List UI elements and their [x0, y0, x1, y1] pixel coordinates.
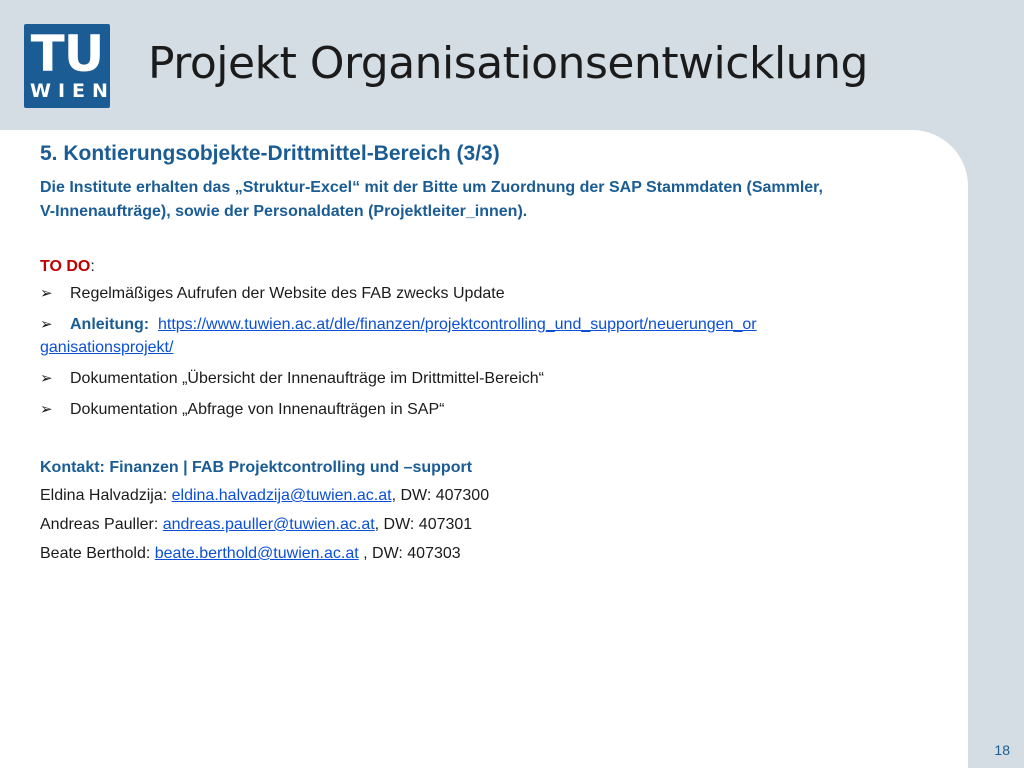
todo-label: TO DO [40, 258, 91, 275]
contact-line [40, 487, 940, 505]
anleitung-link-part-1[interactable]: https://www.tuwien.ac.at/dle/finanzen/projektcontrolling_und_support/neuerungen_or [157, 316, 757, 333]
slide-title: Projekt Organisationsentwicklung [148, 38, 868, 89]
contact-extension: , DW: 407303 [358, 545, 461, 562]
arrow-bullet-icon: ➢ [40, 316, 53, 333]
logo-wien-text: WIEN [30, 80, 115, 102]
contact-extension: , DW: 407300 [391, 487, 490, 504]
list-item-text: Dokumentation „Übersicht der Innenaufträge im Drittmittel-Bereich“ [70, 370, 544, 387]
list-item [40, 313, 940, 359]
list-item [40, 367, 940, 390]
list-item [40, 398, 940, 421]
intro-line-2: V-Innenaufträge), sowie der Personaldaten (Projektleiter_innen). [40, 203, 528, 220]
arrow-bullet-icon: ➢ [40, 285, 53, 302]
list-item-text: Dokumentation „Abfrage von Innenaufträgen in SAP“ [70, 401, 445, 418]
list-item-text: Regelmäßiges Aufrufen der Website des FAB zwecks Update [70, 285, 505, 302]
contact-email-link[interactable]: eldina.halvadzija@tuwien.ac.at [171, 487, 392, 504]
anleitung-link-part-2[interactable]: ganisationsprojekt/ [40, 339, 174, 356]
contact-email-link[interactable]: andreas.pauller@tuwien.ac.at [162, 516, 375, 533]
list-item [40, 282, 940, 305]
anleitung-label: Anleitung: [70, 316, 150, 333]
contact-heading: Kontakt: Finanzen | FAB Projektcontrolling und –support [40, 459, 473, 476]
slide-header [0, 0, 1024, 130]
intro-line-1: Die Institute erhalten das „Struktur-Excel“ mit der Bitte um Zuordnung der SAP Stammdaten (Sammler, [40, 179, 823, 196]
contact-email-link[interactable]: beate.berthold@tuwien.ac.at [154, 545, 359, 562]
todo-heading [40, 258, 940, 276]
contact-name: Eldina Halvadzija: [40, 487, 172, 504]
arrow-bullet-icon: ➢ [40, 401, 53, 418]
contact-line [40, 516, 940, 534]
arrow-bullet-icon: ➢ [40, 370, 53, 387]
contact-line [40, 545, 940, 563]
intro-text [40, 176, 940, 224]
content-text [40, 142, 940, 574]
section-title: 5. Kontierungsobjekte-Drittmittel-Bereich (3/3) [40, 142, 500, 165]
page-number: 18 [994, 742, 1010, 758]
slide-content [0, 130, 968, 768]
contact-name: Andreas Pauller: [40, 516, 163, 533]
logo-tu-text: TU [30, 25, 104, 83]
contact-name: Beate Berthold: [40, 545, 155, 562]
tu-wien-logo [24, 24, 115, 108]
todo-colon: : [90, 258, 95, 275]
contact-extension: , DW: 407301 [374, 516, 473, 533]
